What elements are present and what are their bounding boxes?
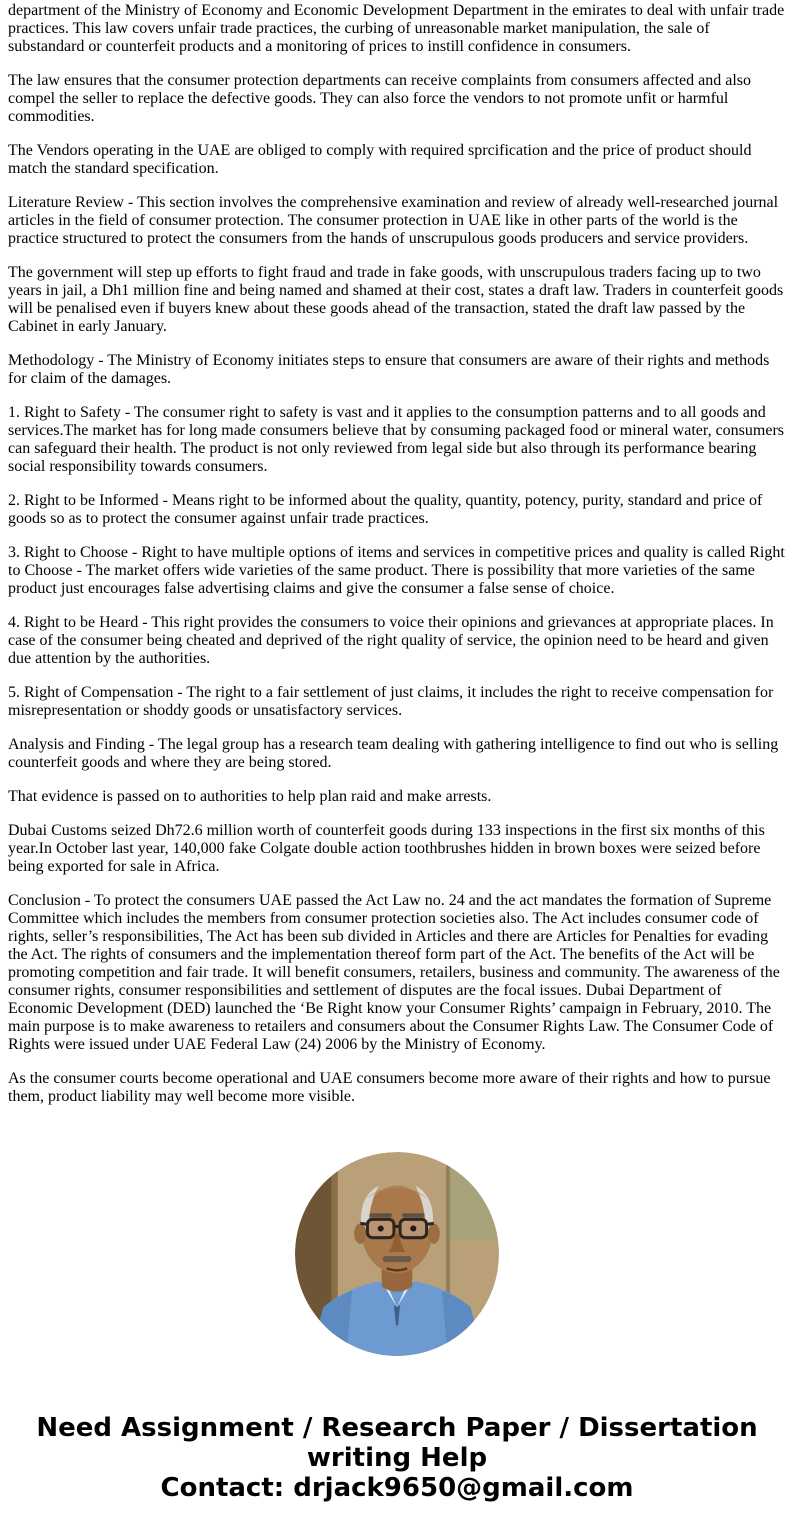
document-paragraph: 2. Right to be Informed - Means right to be informed about the quality, quantity, potency, purity, standard and price of goods so as to protect the consumer against unfair trade practices. xyxy=(8,492,763,527)
document-paragraph: Dubai Customs seized Dh72.6 million worth of counterfeit goods during 133 inspections in the first six months of this year.In October last year, 140,000 fake Colgate double action toothbrushes hidden in brown boxes were seized before being exported for sale in Africa. xyxy=(8,822,765,875)
author-photo-illustration xyxy=(295,1152,499,1356)
promo-heading-line1: Need Assignment / Research Paper / Dissertation xyxy=(36,1413,758,1443)
document-paragraph: Conclusion - To protect the consumers UAE passed the Act Law no. 24 and the act mandates the formation of Supreme Committee which includes the members from consumer protection societies also. The Act includes consumer code of rights, seller’s responsibilities, The Act has been sub divided in Articles and there are Articles for Penalties for evading the Act. The rights of consumers and the implementation thereof form part of the Act. The benefits of the Act will be promoting competition and fair trade. It will benefit consumers, retailers, business and community. The awareness of the consumer rights, consumer responsibilities and settlement of disputes are the focal issues. Dubai Department of Economic Development (DED) launched the ‘Be Right know your Consumer Rights’ campaign in February, 2010. The main purpose is to make awareness to retailers and consumers about the Consumer Rights Law. The Consumer Code of Rights were issued under UAE Federal Law (24) 2006 by the Ministry of Economy. xyxy=(8,892,780,1053)
document-paragraph: 1. Right to Safety - The consumer right to safety is vast and it applies to the consumption patterns and to all goods and services.The market has for long made consumers believe that by consuming packaged food or mineral water, consumers can safeguard their health. The product is not only reviewed from legal side but also through its performance bearing social responsibility towards consumers. xyxy=(8,404,784,475)
document-paragraph: 3. Right to Choose - Right to have multiple options of items and services in competitive prices and quality is called Right to Choose - The market offers wide varieties of the same product. There is possibility that more varieties of the same product just encourages false advertising claims and give the consumer a false sense of choice. xyxy=(8,544,785,597)
document-paragraph: 4. Right to be Heard - This right provides the consumers to voice their opinions and grievances at appropriate places. In case of the consumer being cheated and deprived of the right quality of service, the opinion need to be heard and given due attention by the authorities. xyxy=(8,614,774,667)
document-body xyxy=(8,2,786,1106)
document-paragraph: 5. Right of Compensation - The right to a fair settlement of just claims, it includes the right to receive compensation for misrepresentation or shoddy goods or unsatisfactory services. xyxy=(8,684,774,719)
document-paragraph: The government will step up efforts to fight fraud and trade in fake goods, with unscrupulous traders facing up to two years in jail, a Dh1 million fine and being named and shamed at their cost, states a draft law. Traders in counterfeit goods will be penalised even if buyers knew about these goods ahead of the transaction, stated the draft law passed by the Cabinet in early January. xyxy=(8,264,784,335)
document-paragraph: As the consumer courts become operational and UAE consumers become more aware of their rights and how to pursue them, product liability may well become more visible. xyxy=(8,1070,771,1105)
document-paragraph: The law ensures that the consumer protection departments can receive complaints from consumers affected and also compel the seller to replace the defective goods. They can also force the vendors to not promote unfit or harmful commodities. xyxy=(8,72,751,125)
promo-footer xyxy=(8,1413,786,1503)
promo-heading-line2: writing Help xyxy=(306,1443,488,1473)
document-paragraph: Literature Review - This section involves the comprehensive examination and review of already well-researched journal articles in the field of consumer protection. The consumer protection in UAE like in other parts of the world is the practice structured to protect the consumers from the hands of unscrupulous goods producers and service providers. xyxy=(8,194,779,247)
author-section xyxy=(8,1152,786,1361)
document-paragraph: That evidence is passed on to authorities to help plan raid and make arrests. xyxy=(8,788,492,805)
document-paragraph: Analysis and Finding - The legal group has a research team dealing with gathering intelligence to find out who is selling counterfeit goods and where they are being stored. xyxy=(8,736,779,771)
document-paragraph: department of the Ministry of Economy and Economic Development Department in the emirates to deal with unfair trade practices. This law covers unfair trade practices, the curbing of unreasonable market manipulation, the sale of substandard or counterfeit products and a monitoring of prices to instill confidence in consumers. xyxy=(8,2,785,55)
promo-contact-email: Contact: drjack9650@gmail.com xyxy=(160,1473,634,1503)
document-paragraph: Methodology - The Ministry of Economy initiates steps to ensure that consumers are aware of their rights and methods for claim of the damages. xyxy=(8,352,770,387)
document-paragraph: The Vendors operating in the UAE are obliged to comply with required sprcification and the price of product should match the standard specification. xyxy=(8,142,752,177)
author-avatar xyxy=(295,1152,499,1356)
